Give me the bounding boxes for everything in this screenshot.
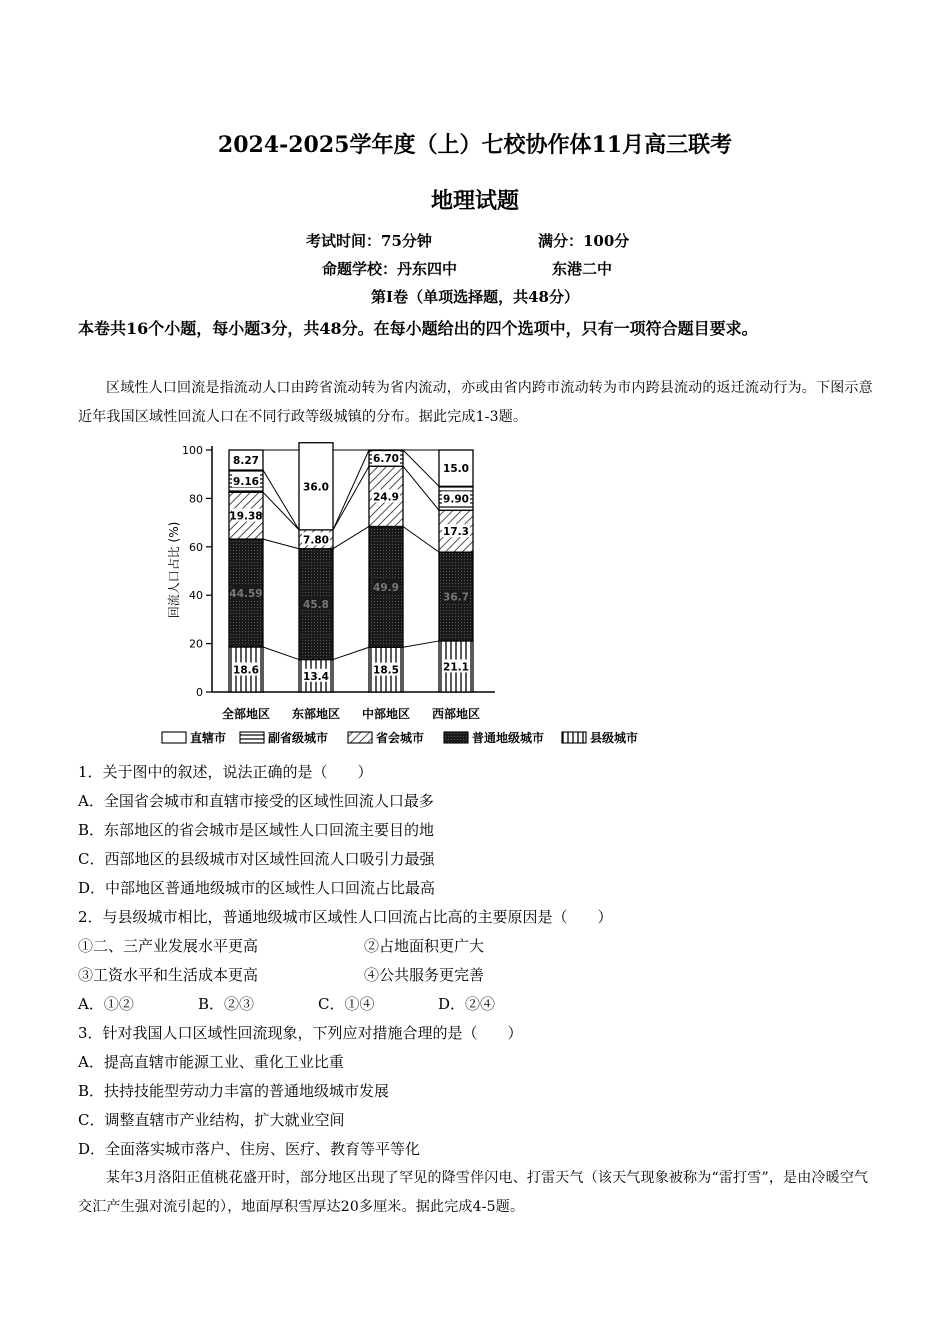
x-axis bbox=[222, 706, 480, 721]
q2-option-b: B．②③ bbox=[198, 995, 255, 1013]
x-tick-label: 中部地区 bbox=[361, 707, 411, 721]
q1-option-a: A．全国省会城市和直辖市接受的区域性回流人口最多 bbox=[78, 792, 434, 810]
boundary-line bbox=[333, 450, 369, 530]
data-label: 18.5 bbox=[373, 664, 399, 677]
y-tick-label: 100 bbox=[182, 444, 203, 457]
legend-label: 县级城市 bbox=[590, 731, 639, 745]
y-tick-label: 60 bbox=[189, 540, 203, 554]
q1-stem: 1．关于图中的叙述，说法正确的是（ ） bbox=[78, 763, 373, 781]
boundary-lines bbox=[263, 450, 439, 660]
data-label: 44.59 bbox=[229, 588, 263, 601]
q3-stem: 3．针对我国人口区域性回流现象，下列应对措施合理的是（ ） bbox=[78, 1024, 523, 1042]
legend bbox=[162, 730, 638, 745]
q2-stem: 2．与县级城市相比，普通地级城市区域性人口回流占比高的主要原因是（ ） bbox=[78, 908, 613, 926]
y-axis-label: 回流人口占比 (%) bbox=[167, 521, 181, 619]
q2-option-d: D．②④ bbox=[438, 995, 496, 1013]
subject-title: 地理试题 bbox=[430, 188, 519, 214]
boundary-line bbox=[263, 492, 299, 530]
data-label: 17.3 bbox=[443, 526, 469, 539]
q1-option-c: C．西部地区的县级城市对区域性回流人口吸引力最强 bbox=[78, 850, 435, 868]
q1-option-d: D．中部地区普通地级城市的区域性人口回流占比最高 bbox=[78, 879, 436, 897]
boundary-line bbox=[263, 647, 299, 660]
data-label: 9.90 bbox=[443, 493, 469, 506]
data-label: 9.16 bbox=[233, 476, 259, 489]
q1-option-b: B．东部地区的省会城市是区域性人口回流主要目的地 bbox=[78, 821, 435, 839]
data-label: 18.6 bbox=[233, 664, 259, 677]
legend-swatch bbox=[348, 732, 372, 743]
boundary-line bbox=[403, 466, 439, 510]
q2-option-a: A．①② bbox=[78, 995, 134, 1013]
boundary-line bbox=[403, 641, 439, 647]
data-label: 21.1 bbox=[443, 661, 469, 674]
full-score: 满分：100分 bbox=[538, 232, 630, 250]
q3-option-d: D．全面落实城市落户、住房、医疗、教育等平等化 bbox=[78, 1140, 421, 1158]
q2-item-4: ④公共服务更完善 bbox=[364, 966, 485, 984]
y-axis bbox=[182, 444, 212, 699]
x-tick-label: 东部地区 bbox=[291, 707, 341, 721]
q3-option-c: C．调整直辖市产业结构，扩大就业空间 bbox=[78, 1111, 345, 1129]
data-label: 36.0 bbox=[303, 481, 329, 494]
stacked-bar-chart bbox=[160, 438, 639, 750]
school-2: 东港二中 bbox=[552, 260, 613, 278]
boundary-line bbox=[403, 450, 439, 486]
q2-item-2: ②占地面积更广大 bbox=[364, 937, 485, 955]
school-label: 命题学校：丹东四中 bbox=[322, 260, 458, 278]
passage-2: 某年3月洛阳正值桃花盛开时，部分地区出现了罕见的降雪伴闪电、打雷天气（该天气现象被称为“雷打雪”，是由冷暖空气交汇产生强对流引起的），地面厚积雪厚达20多厘米。据此完成4-5题。 bbox=[78, 1170, 869, 1215]
q2-option-c: C．①④ bbox=[318, 995, 375, 1013]
boundary-line bbox=[333, 647, 369, 659]
exam-time: 考试时间：75分钟 bbox=[306, 232, 432, 250]
boundary-line bbox=[333, 466, 369, 530]
data-label: 24.9 bbox=[373, 491, 399, 504]
y-tick-label: 80 bbox=[189, 492, 203, 506]
boundary-line bbox=[263, 470, 299, 530]
legend-label: 省会城市 bbox=[376, 731, 425, 745]
boundary-line bbox=[403, 526, 439, 552]
q3-option-a: A．提高直辖市能源工业、重化工业比重 bbox=[78, 1053, 344, 1071]
boundary-line bbox=[263, 539, 299, 549]
x-tick-label: 全部地区 bbox=[221, 707, 271, 721]
data-label: 7.80 bbox=[303, 534, 329, 547]
legend-swatch bbox=[162, 732, 186, 743]
y-tick-label: 0 bbox=[196, 686, 203, 699]
legend-label: 直辖市 bbox=[190, 731, 227, 745]
q3-option-b: B．扶持技能型劳动力丰富的普通地级城市发展 bbox=[78, 1082, 390, 1100]
data-label: 13.4 bbox=[303, 670, 329, 683]
instructions: 本卷共16个小题，每小题3分，共48分。在每小题给出的四个选项中，只有一项符合题目要求。 bbox=[78, 319, 758, 338]
legend-swatch bbox=[240, 732, 264, 743]
data-label: 19.38 bbox=[229, 510, 263, 523]
y-tick-label: 20 bbox=[189, 637, 203, 651]
bars bbox=[229, 443, 473, 692]
data-label: 36.7 bbox=[443, 591, 469, 604]
passage-1: 区域性人口回流是指流动人口由跨省流动转为省内流动，亦或由省内跨市流动转为市内跨县流动的返迁流动行为。下图示意近年我国区域性回流人口在不同行政等级城镇的分布。据此完成1-3题。 bbox=[78, 380, 873, 425]
data-label: 8.27 bbox=[233, 455, 259, 468]
x-tick-label: 西部地区 bbox=[431, 707, 481, 721]
data-label: 6.70 bbox=[373, 453, 399, 466]
exam-title: 2024-2025学年度（上）七校协作体11月高三联考 bbox=[217, 132, 733, 158]
data-label: 15.0 bbox=[443, 463, 469, 476]
q2-item-1: ①二、三产业发展水平更高 bbox=[78, 937, 259, 955]
legend-label: 副省级城市 bbox=[268, 731, 329, 745]
section-heading: 第I卷（单项选择题，共48分） bbox=[371, 288, 579, 306]
legend-swatch bbox=[444, 732, 468, 743]
data-label: 45.8 bbox=[303, 599, 329, 612]
y-tick-label: 40 bbox=[189, 589, 203, 603]
q2-item-3: ③工资水平和生活成本更高 bbox=[78, 966, 259, 984]
legend-swatch bbox=[562, 732, 586, 743]
data-label: 49.9 bbox=[373, 581, 399, 594]
boundary-line bbox=[333, 526, 369, 548]
legend-label: 普通地级城市 bbox=[472, 731, 545, 745]
